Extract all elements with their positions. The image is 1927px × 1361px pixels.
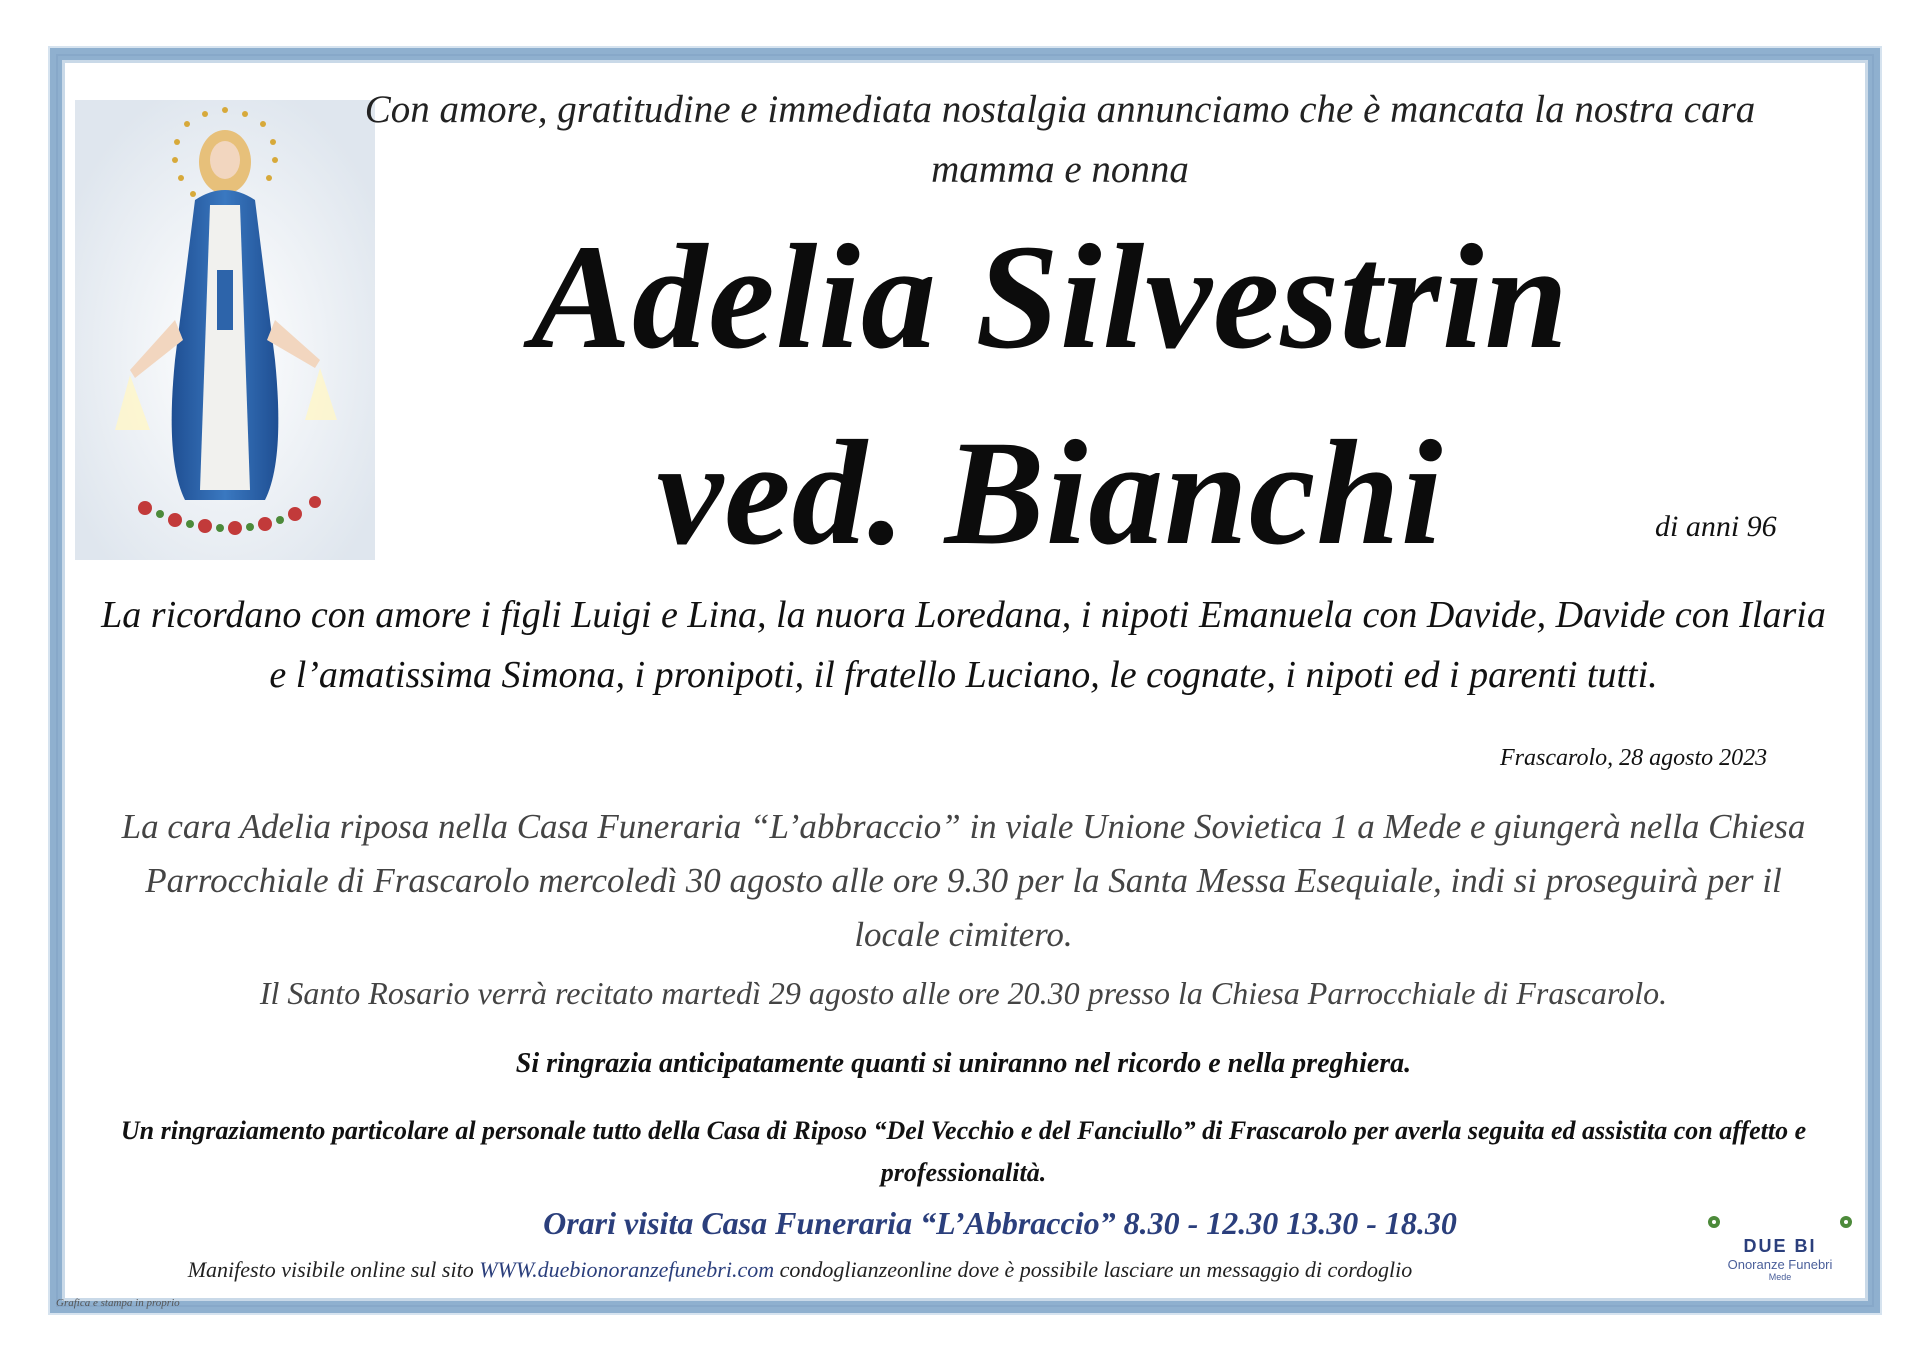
website-link[interactable]: WWW.duebionoranzefunebri.com	[479, 1257, 775, 1282]
visiting-hours: Orari visita Casa Funeraria “L’Abbraccio” 8.30 - 12.30 13.30 - 18.30	[543, 1205, 1457, 1241]
age-label: di anni 96	[1655, 510, 1777, 543]
print-credit: Grafica e stampa in proprio	[56, 1297, 180, 1309]
online-notice-suffix: condoglianzeonline dove è possibile lasciare un messaggio di cordoglio	[774, 1257, 1413, 1282]
funeral-details: La cara Adelia riposa nella Casa Funeraria “L’abbraccio” in viale Unione Sovietica 1 a Mede e giungerà nella Chiesa Parrocchiale di Frascarolo mercoledì 30 agosto alle ore 9.30 per la Santa Messa Esequiale, indi si proseguirà per il locale cimitero.	[121, 807, 1806, 954]
logo-city: Mede	[1768, 1272, 1792, 1282]
rosary-details: Il Santo Rosario verrà recitato martedì 29 agosto alle ore 20.30 presso la Chiesa Parrocchiale di Frascarolo.	[259, 975, 1668, 1011]
deceased-name: Adelia Silvestrin	[531, 214, 1569, 380]
flower-ornament-icon	[1700, 1210, 1860, 1232]
online-notice	[100, 1257, 1500, 1283]
date-place: Frascarolo, 28 agosto 2023	[1500, 745, 1768, 771]
thanks-care-home: Un ringraziamento particolare al personale tutto della Casa di Riposo “Del Vecchio e del Fanciullo” di Frascarolo per averla seguita ed assistita con affetto e professionalità.	[120, 1116, 1807, 1187]
intro-text: Con amore, gratitudine e immediata nostalgia annunciamo che è mancata la nostra cara mamma e nonna	[364, 88, 1756, 191]
online-notice-prefix: Manifesto visibile online sul sito	[187, 1257, 480, 1282]
logo-name: DUE BI	[1743, 1236, 1817, 1256]
relatives-text: La ricordano con amore i figli Luigi e Lina, la nuora Loredana, i nipoti Emanuela con Davide, Davide con Ilaria e l’amatissima Simona, i pronipoti, il fratello Luciano, le cognate, i nipoti ed i parenti tutti.	[101, 594, 1826, 696]
thanks-general: Si ringrazia anticipatamente quanti si uniranno nel ricordo e nella preghiera.	[515, 1048, 1412, 1079]
deceased-surname: ved. Bianchi	[656, 410, 1444, 576]
funeral-home-logo	[1700, 1210, 1860, 1282]
logo-subtitle: Onoranze Funebri	[1727, 1257, 1833, 1272]
